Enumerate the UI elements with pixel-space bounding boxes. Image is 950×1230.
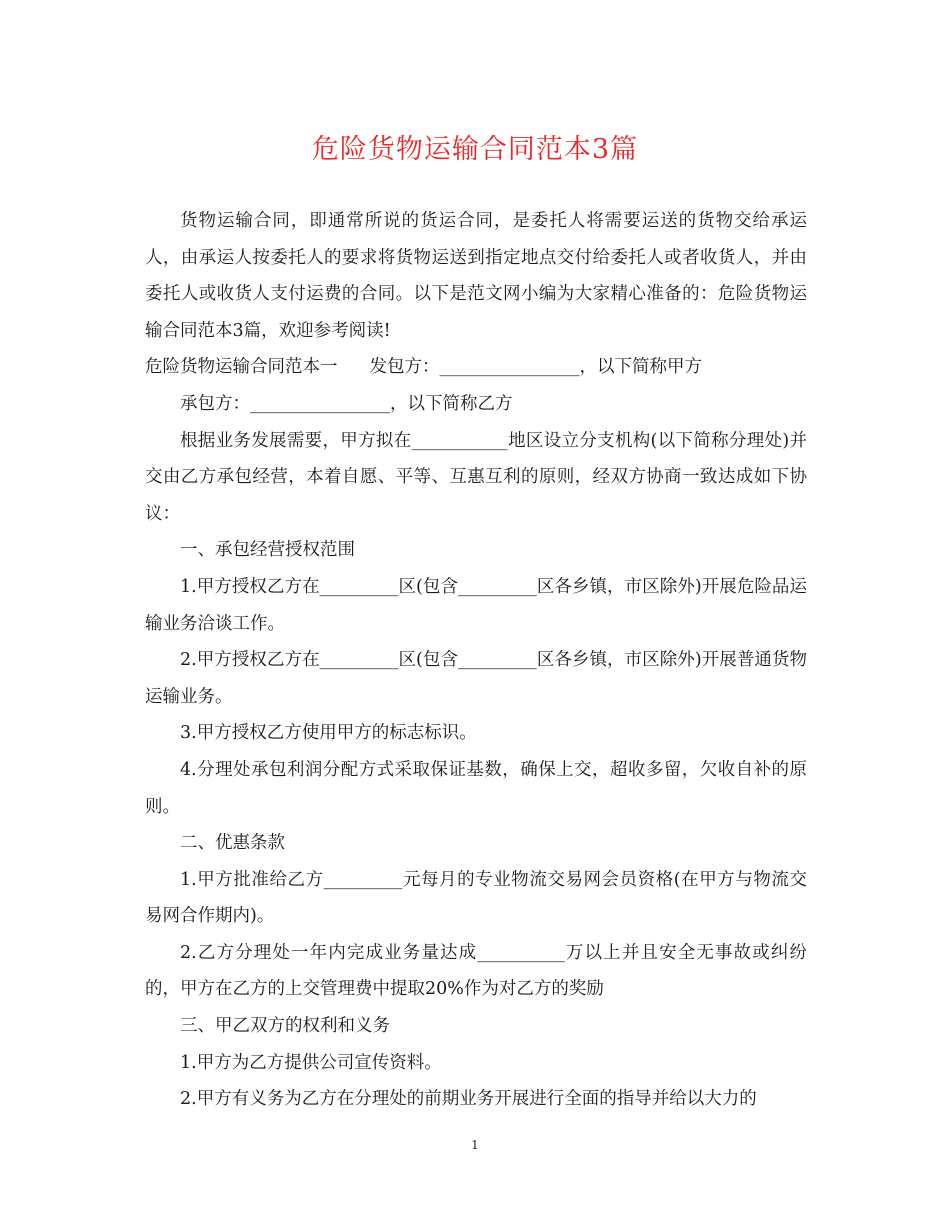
clause-1-3: 3.甲方授权乙方使用甲方的标志标识。	[180, 723, 477, 744]
intro-paragraph: 货物运输合同，即通常所说的货运合同，是委托人将需要运送的货物交给承运人，由承运人按委托人的要求将货物运送到指定地点交付给委托人或者收货人，并由委托人或收货人支付运费的合同。以下是范文网小编为大家精心准备的：危险货物运输合同范本3篇，欢迎参考阅读!	[145, 211, 807, 341]
party-b-line: 承包方：________________，以下简称乙方	[180, 393, 513, 414]
clause-heading-1: 一、承包经营授权范围	[180, 540, 355, 561]
clause-preamble: 根据业务发展需要，甲方拟在___________地区设立分支机构(以下简称分理处)并交由乙方承包经营，本着自愿、平等、互惠互利的原则，经双方协商一致达成如下协议：	[145, 430, 807, 524]
clause-1-1: 1.甲方授权乙方在_________区(包含_________区各乡镇，市区除外)开展危险品运输业务洽谈工作。	[145, 576, 807, 634]
clause-3-1: 1.甲方为乙方提供公司宣传资料。	[180, 1052, 442, 1073]
document-body	[145, 203, 807, 1118]
section-heading-line	[145, 349, 807, 386]
clause-2-2: 2.乙方分理处一年内完成业务量达成__________万以上并且安全无事故或纠纷的，甲方在乙方的上交管理费中提取20%作为对乙方的奖励	[145, 942, 807, 1000]
clause-heading-3: 三、甲乙双方的权利和义务	[180, 1016, 390, 1037]
page-number: 1	[471, 1138, 479, 1152]
clause-heading-2: 二、优惠条款	[180, 833, 285, 854]
party-a-line: 发包方：________________，以下简称甲方	[369, 357, 702, 378]
clause-1-4: 4.分理处承包利润分配方式采取保证基数，确保上交，超收多留，欠收自补的原则。	[145, 759, 807, 817]
clause-1-2: 2.甲方授权乙方在_________区(包含_________区各乡镇，市区除外)开展普通货物运输业务。	[145, 650, 807, 707]
clause-2-1: 1.甲方批准给乙方_________元每月的专业物流交易网会员资格(在甲方与物流交易网合作期内)。	[145, 869, 807, 927]
clause-3-2: 2.甲方有义务为乙方在分理处的前期业务开展进行全面的指导并给以大力的	[180, 1089, 757, 1110]
document-title: 危险货物运输合同范本3篇	[311, 134, 639, 165]
section-heading: 危险货物运输合同范本一	[145, 357, 338, 378]
